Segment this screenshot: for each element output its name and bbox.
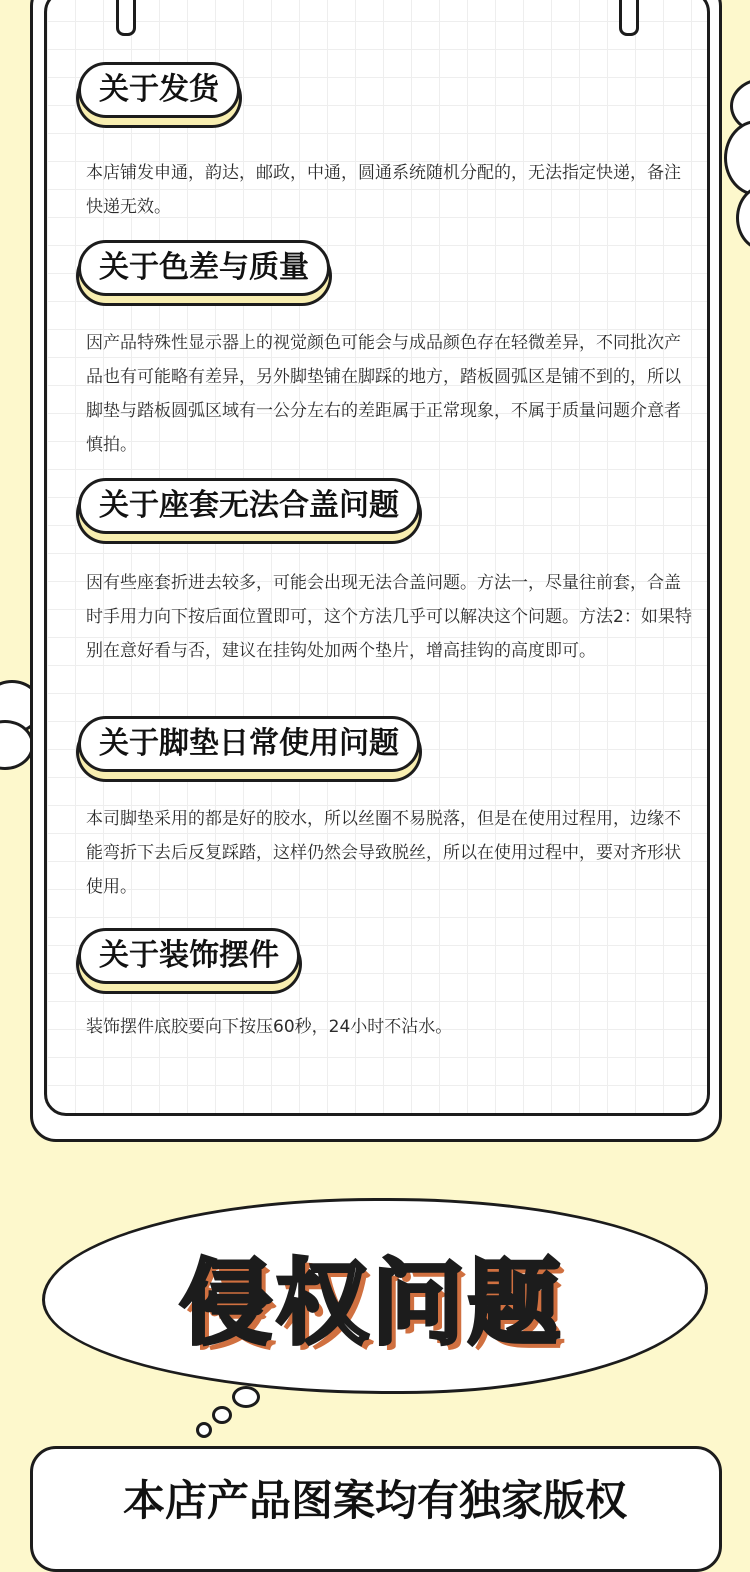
section-title-decoration: 关于装饰摆件 [78,928,300,984]
section-body-color-quality: 因产品特殊性显示器上的视觉颜色可能会与成品颜色存在轻微差异，不同批次产品也有可能略有差异，另外脚垫铺在脚踩的地方，踏板圆弧区是铺不到的，所以脚垫与踏板圆弧区域有一公分左右的差距属于正常现象，不属于质量问题介意者慎拍。 [86,333,681,455]
section-body-shipping: 本店铺发申通，韵达，邮政，中通，圆通系统随机分配的，无法指定快递，备注快递无效。 [86,163,681,217]
copyright-title: 本店产品图案均有独家版权 [122,1476,627,1525]
section-body-seat-cover: 因有些座套折进去较多，可能会出现无法合盖问题。方法一，尽量往前套，合盖时手用力向下按后面位置即可，这个方法几乎可以解决这个问题。方法2：如果特别在意好看与否，建议在挂钩处加两个垫片，增高挂钩的高度即可。 [86,573,692,661]
binder-ring [116,0,136,36]
section-title-shipping: 关于发货 [78,62,240,118]
binder-ring [619,0,639,36]
section-title-seat-cover: 关于座套无法合盖问题 [78,478,420,534]
bubble-tail [196,1422,212,1438]
cloud-decoration [724,120,750,196]
bubble-tail [212,1406,232,1424]
banner-title: 侵权问题 [179,1250,564,1357]
section-title-color-quality: 关于色差与质量 [78,240,330,296]
section-body-floor-mat: 本司脚垫采用的都是好的胶水，所以丝圈不易脱落，但是在使用过程用，边缘不能弯折下去后反复踩踏，这样仍然会导致脱丝，所以在使用过程中，要对齐形状使用。 [86,809,681,897]
section-title-floor-mat: 关于脚垫日常使用问题 [78,716,420,772]
cloud-decoration [736,185,750,251]
section-body-decoration: 装饰摆件底胶要向下按压60秒，24小时不沾水。 [86,1017,453,1037]
bubble-tail [232,1386,260,1408]
